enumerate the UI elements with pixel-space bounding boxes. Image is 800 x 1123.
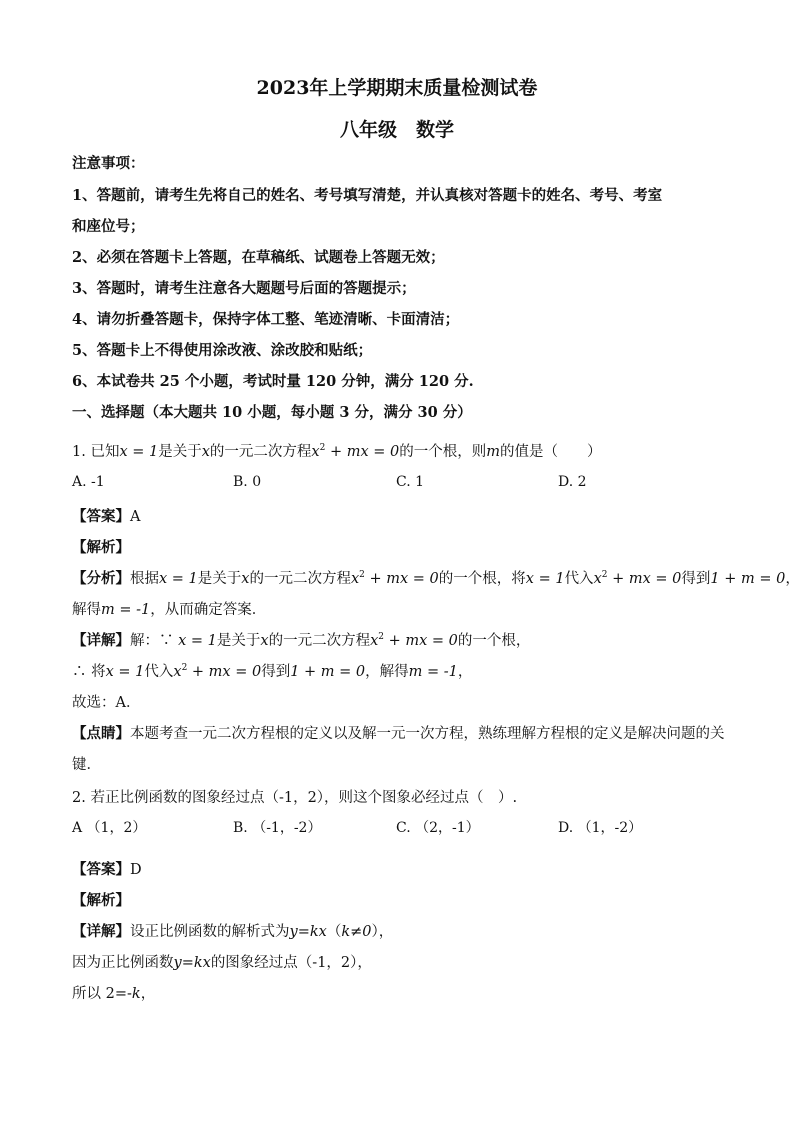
notice-item-2: 2、必须在答题卡上答题，在草稿纸、试题卷上答题无效； xyxy=(72,249,445,266)
detail-text: 所以 2=- xyxy=(72,986,132,1002)
because-symbol: ∵ xyxy=(159,633,174,649)
q1-stem-text-d: 的一个根，则 xyxy=(399,444,487,460)
q1-stem-text-b: 是关于 xyxy=(158,444,202,460)
math-expr: 1 + m = 0 xyxy=(290,664,366,680)
q1-fenxi-cont xyxy=(72,598,727,619)
fenxi-text: ， xyxy=(785,571,800,587)
fenxi-text: 是关于 xyxy=(197,571,242,587)
math-expr: k≠0 xyxy=(341,924,372,940)
math-square: 2 xyxy=(601,570,608,580)
notice-heading: 注意事项： xyxy=(72,155,145,172)
q2-option-b: B. （-1，-2） xyxy=(233,820,322,836)
q1-option-b: B. 0 xyxy=(233,474,262,490)
math-square: 2 xyxy=(319,443,326,453)
math-expr: x = 1 xyxy=(525,571,565,587)
q2-stem: 2. 若正比例函数的图象经过点（-1，2），则这个图象必经过点（ ）. xyxy=(72,790,518,806)
math-expr: y=kx xyxy=(289,924,327,940)
comment-tag: 【点睛】 xyxy=(72,725,130,742)
q1-stem-text-c: 的一元二次方程 xyxy=(209,444,312,460)
q1-comment xyxy=(72,722,727,743)
q2-analysis-tag: 【解析】 xyxy=(72,892,130,909)
fenxi-text: 根据 xyxy=(130,571,159,587)
comment-text: 本题考查一元二次方程根的定义以及解一元一次方程，熟练理解方程根的定义是解决问题的关 xyxy=(130,726,725,742)
q2-answer xyxy=(72,858,727,879)
math-expr: x = 1 xyxy=(119,444,159,460)
detail-text: 因为正比例函数 xyxy=(72,955,174,971)
math-var: x xyxy=(260,633,269,649)
q1-fenxi xyxy=(72,567,800,588)
exam-title: 2023年上学期期末质量检测试卷 xyxy=(256,77,538,99)
notice-item-1: 1、答题前，请考生先将自己的姓名、考号填写清楚，并认真核对答题卡的姓名、考号、考室 xyxy=(72,187,663,204)
detail-text: 的一个根， xyxy=(457,633,531,649)
fenxi-text: 得到 xyxy=(681,571,711,587)
detail-text: 的一元二次方程 xyxy=(268,633,371,649)
math-expr: y=kx xyxy=(173,955,211,971)
math-eq-lhs: x xyxy=(593,571,602,587)
math-square: 2 xyxy=(378,632,384,642)
therefore-symbol: ∴ xyxy=(72,664,87,680)
detail-text: 的图象经过点（-1，2）， xyxy=(210,955,372,971)
math-var: x xyxy=(201,444,210,460)
answer-tag: 【答案】 xyxy=(72,508,130,525)
detail-text: ）， xyxy=(371,924,394,940)
q1-comment-cont: 键． xyxy=(72,757,101,773)
math-eq-rest: + mx = 0 xyxy=(364,571,439,587)
detail-text: 是关于 xyxy=(216,633,261,649)
detail-text: ， xyxy=(457,664,473,680)
notice-item-4: 4、请勿折叠答题卡，保持字体工整、笔迹清晰、卡面清洁； xyxy=(72,311,460,328)
q1-option-c: C. 1 xyxy=(396,474,425,490)
detail-tag: 【详解】 xyxy=(72,923,130,940)
q1-option-a: A. -1 xyxy=(72,474,105,490)
answer-value: D xyxy=(130,862,142,878)
exam-subtitle: 八年级 数学 xyxy=(339,119,454,141)
math-eq-lhs: x xyxy=(350,571,360,587)
fenxi-text: 的一个根，将 xyxy=(438,571,526,587)
math-eq-lhs: x xyxy=(370,633,379,649)
math-var: m xyxy=(486,444,500,460)
math-expr: x = 1 xyxy=(105,664,145,680)
detail-text: 得到 xyxy=(261,664,291,680)
math-square: 2 xyxy=(181,663,188,673)
math-var: k xyxy=(131,986,141,1002)
detail-text: 设正比例函数的解析式为 xyxy=(130,924,290,940)
q1-answer xyxy=(72,505,727,526)
notice-item-5: 5、答题卡上不得使用涂改液、涂改胶和贴纸； xyxy=(72,342,373,359)
math-eq-rest: + mx = 0 xyxy=(187,664,262,680)
notice-item-1-cont: 和座位号； xyxy=(72,218,145,235)
notice-item-3: 3、答题时，请考生注意各大题题号后面的答题提示； xyxy=(72,280,416,297)
fenxi-tag: 【分析】 xyxy=(72,570,130,587)
answer-value: A xyxy=(130,509,141,525)
detail-text: 将 xyxy=(91,664,106,680)
math-eq-lhs: x xyxy=(311,444,320,460)
q1-stem xyxy=(72,440,727,461)
detail-text: （ xyxy=(326,924,342,940)
math-expr: x = 1 xyxy=(178,633,217,649)
detail-text: ，解得 xyxy=(365,664,409,680)
detail-text: 解： xyxy=(130,633,159,649)
detail-tag: 【详解】 xyxy=(72,632,130,649)
q2-detail-line2 xyxy=(72,951,727,972)
q1-stem-text-a: 1. 已知 xyxy=(72,444,120,460)
section-heading: 一、选择题（本大题共 10 小题，每小题 3 分，满分 30 分） xyxy=(72,404,472,421)
q1-choice: 故选：A． xyxy=(72,695,141,711)
math-eq-rest: + mx = 0 xyxy=(607,571,682,587)
detail-text: 代入 xyxy=(144,664,174,680)
fenxi-text: 的一元二次方程 xyxy=(249,571,351,587)
fenxi-text: 代入 xyxy=(564,571,594,587)
q2-option-c: C. （2，-1） xyxy=(396,820,480,836)
detail-text: ， xyxy=(140,986,156,1002)
q2-detail xyxy=(72,920,727,941)
math-expr: 1 + m = 0 xyxy=(710,571,786,587)
q2-detail-line3 xyxy=(72,982,727,1003)
q1-detail xyxy=(72,629,727,650)
q1-option-d: D. 2 xyxy=(558,474,587,490)
q2-option-d: D. （1，-2） xyxy=(558,820,643,836)
math-expr: m = -1 xyxy=(101,602,151,618)
math-expr: x = 1 xyxy=(159,571,198,587)
q1-analysis-tag: 【解析】 xyxy=(72,539,130,556)
math-eq-rest: + mx = 0 xyxy=(325,444,400,460)
notice-item-6: 6、本试卷共 25 个小题，考试时量 120 分钟，满分 120 分. xyxy=(72,373,474,390)
fenxi-text: ，从而确定答案． xyxy=(150,602,267,618)
q2-option-a: A （1，2） xyxy=(72,820,147,836)
math-expr: m = -1 xyxy=(408,664,458,680)
math-eq-rest: + mx = 0 xyxy=(384,633,458,649)
math-square: 2 xyxy=(359,570,365,580)
q1-detail-cont xyxy=(72,660,727,681)
fenxi-text: 解得 xyxy=(72,602,101,618)
q1-stem-text-e: 的值是（ ） xyxy=(499,444,602,460)
math-var: x xyxy=(241,571,250,587)
answer-tag: 【答案】 xyxy=(72,861,130,878)
math-eq-lhs: x xyxy=(173,664,182,680)
